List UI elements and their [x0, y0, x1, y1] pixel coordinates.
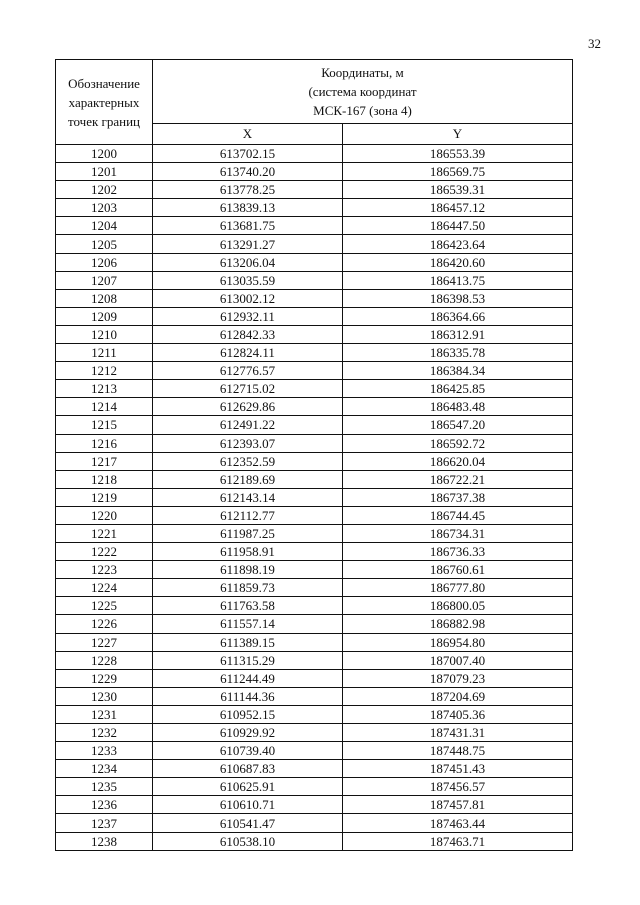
cell-point: 1237	[56, 814, 153, 832]
table-row	[56, 398, 573, 416]
cell-x: 612112.77	[153, 506, 343, 524]
cell-x: 610541.47	[153, 814, 343, 832]
cell-x: 612842.33	[153, 325, 343, 343]
cell-x: 613206.04	[153, 253, 343, 271]
table-row	[56, 470, 573, 488]
table-row	[56, 362, 573, 380]
table-row	[56, 325, 573, 343]
cell-x: 611898.19	[153, 561, 343, 579]
cell-point: 1236	[56, 796, 153, 814]
table-row	[56, 217, 573, 235]
cell-point: 1229	[56, 669, 153, 687]
table-row	[56, 742, 573, 760]
table-row	[56, 253, 573, 271]
cell-point: 1224	[56, 579, 153, 597]
cell-y: 186954.80	[343, 633, 573, 651]
cell-point: 1209	[56, 307, 153, 325]
cell-point: 1218	[56, 470, 153, 488]
cell-point: 1200	[56, 145, 153, 163]
cell-y: 186483.48	[343, 398, 573, 416]
cell-point: 1222	[56, 543, 153, 561]
cell-point: 1230	[56, 687, 153, 705]
cell-y: 186547.20	[343, 416, 573, 434]
cell-y: 186420.60	[343, 253, 573, 271]
table-row	[56, 289, 573, 307]
cell-x: 613740.20	[153, 163, 343, 181]
cell-point: 1202	[56, 181, 153, 199]
cell-point: 1207	[56, 271, 153, 289]
cell-x: 610739.40	[153, 742, 343, 760]
cell-y: 187457.81	[343, 796, 573, 814]
cell-y: 186800.05	[343, 597, 573, 615]
cell-point: 1212	[56, 362, 153, 380]
header-coordinates	[153, 60, 573, 124]
table-row	[56, 760, 573, 778]
cell-y: 186312.91	[343, 325, 573, 343]
cell-x: 612143.14	[153, 488, 343, 506]
cell-y: 186737.38	[343, 488, 573, 506]
cell-x: 611144.36	[153, 687, 343, 705]
header-point-designation	[56, 60, 153, 145]
cell-point: 1205	[56, 235, 153, 253]
table-row	[56, 524, 573, 542]
cell-x: 611763.58	[153, 597, 343, 615]
cell-y: 186384.34	[343, 362, 573, 380]
cell-point: 1233	[56, 742, 153, 760]
cell-point: 1208	[56, 289, 153, 307]
cell-y: 187463.71	[343, 832, 573, 850]
cell-x: 612932.11	[153, 307, 343, 325]
cell-point: 1228	[56, 651, 153, 669]
table-row	[56, 235, 573, 253]
cell-point: 1201	[56, 163, 153, 181]
table-row	[56, 796, 573, 814]
cell-y: 186447.50	[343, 217, 573, 235]
cell-point: 1216	[56, 434, 153, 452]
cell-point: 1234	[56, 760, 153, 778]
cell-point: 1221	[56, 524, 153, 542]
table-row	[56, 145, 573, 163]
cell-point: 1227	[56, 633, 153, 651]
table-row	[56, 344, 573, 362]
cell-point: 1232	[56, 724, 153, 742]
table-row	[56, 579, 573, 597]
table-row	[56, 597, 573, 615]
table-row	[56, 687, 573, 705]
cell-x: 611859.73	[153, 579, 343, 597]
page-number: 32	[588, 36, 601, 51]
cell-y: 186457.12	[343, 199, 573, 217]
cell-y: 187448.75	[343, 742, 573, 760]
cell-point: 1238	[56, 832, 153, 850]
cell-x: 611557.14	[153, 615, 343, 633]
table-row	[56, 705, 573, 723]
table-row	[56, 307, 573, 325]
cell-y: 187079.23	[343, 669, 573, 687]
cell-x: 610610.71	[153, 796, 343, 814]
cell-x: 613291.27	[153, 235, 343, 253]
cell-x: 611389.15	[153, 633, 343, 651]
header-point-designation-text: Обозначение характерных точек границ	[67, 75, 141, 129]
cell-x: 610538.10	[153, 832, 343, 850]
cell-point: 1215	[56, 416, 153, 434]
table-row	[56, 380, 573, 398]
cell-y: 186413.75	[343, 271, 573, 289]
cell-y: 187405.36	[343, 705, 573, 723]
header-y: Y	[343, 123, 573, 144]
cell-point: 1214	[56, 398, 153, 416]
cell-y: 186398.53	[343, 289, 573, 307]
cell-x: 612491.22	[153, 416, 343, 434]
table-row	[56, 615, 573, 633]
table-row	[56, 778, 573, 796]
cell-x: 613839.13	[153, 199, 343, 217]
coordinates-table	[55, 59, 573, 851]
cell-x: 612715.02	[153, 380, 343, 398]
cell-point: 1203	[56, 199, 153, 217]
table-row	[56, 488, 573, 506]
cell-y: 187431.31	[343, 724, 573, 742]
cell-y: 186539.31	[343, 181, 573, 199]
cell-y: 186722.21	[343, 470, 573, 488]
cell-x: 610929.92	[153, 724, 343, 742]
cell-y: 186760.61	[343, 561, 573, 579]
table-row	[56, 452, 573, 470]
cell-y: 186569.75	[343, 163, 573, 181]
header-coordinates-text: Координаты, м (система координат МСК-167 (зона 4)	[308, 64, 417, 118]
cell-x: 612189.69	[153, 470, 343, 488]
cell-y: 187463.44	[343, 814, 573, 832]
cell-y: 186744.45	[343, 506, 573, 524]
table-body	[56, 145, 573, 851]
cell-point: 1204	[56, 217, 153, 235]
cell-y: 186777.80	[343, 579, 573, 597]
cell-y: 186620.04	[343, 452, 573, 470]
cell-x: 613702.15	[153, 145, 343, 163]
table-row	[56, 434, 573, 452]
cell-x: 613035.59	[153, 271, 343, 289]
cell-y: 186364.66	[343, 307, 573, 325]
cell-x: 612393.07	[153, 434, 343, 452]
table-row	[56, 416, 573, 434]
table-header	[56, 60, 573, 145]
cell-x: 611958.91	[153, 543, 343, 561]
cell-y: 186592.72	[343, 434, 573, 452]
cell-point: 1226	[56, 615, 153, 633]
cell-y: 186882.98	[343, 615, 573, 633]
table-row	[56, 669, 573, 687]
cell-x: 613002.12	[153, 289, 343, 307]
cell-y: 186553.39	[343, 145, 573, 163]
cell-x: 611244.49	[153, 669, 343, 687]
cell-y: 187451.43	[343, 760, 573, 778]
table-row	[56, 814, 573, 832]
cell-y: 187007.40	[343, 651, 573, 669]
cell-y: 186736.33	[343, 543, 573, 561]
cell-point: 1231	[56, 705, 153, 723]
cell-x: 610687.83	[153, 760, 343, 778]
cell-y: 186335.78	[343, 344, 573, 362]
cell-point: 1217	[56, 452, 153, 470]
table-row	[56, 181, 573, 199]
table-row	[56, 633, 573, 651]
cell-x: 610952.15	[153, 705, 343, 723]
cell-x: 610625.91	[153, 778, 343, 796]
table-row	[56, 271, 573, 289]
cell-point: 1235	[56, 778, 153, 796]
cell-y: 186423.64	[343, 235, 573, 253]
cell-x: 612824.11	[153, 344, 343, 362]
cell-y: 186734.31	[343, 524, 573, 542]
header-x: X	[153, 123, 343, 144]
table-row	[56, 832, 573, 850]
cell-y: 187456.57	[343, 778, 573, 796]
cell-x: 613778.25	[153, 181, 343, 199]
table-row	[56, 199, 573, 217]
table-row	[56, 543, 573, 561]
cell-x: 612776.57	[153, 362, 343, 380]
table-row	[56, 561, 573, 579]
cell-point: 1223	[56, 561, 153, 579]
cell-x: 612352.59	[153, 452, 343, 470]
cell-x: 611315.29	[153, 651, 343, 669]
cell-point: 1206	[56, 253, 153, 271]
cell-y: 187204.69	[343, 687, 573, 705]
table-row	[56, 506, 573, 524]
cell-point: 1211	[56, 344, 153, 362]
cell-y: 186425.85	[343, 380, 573, 398]
cell-point: 1225	[56, 597, 153, 615]
cell-x: 612629.86	[153, 398, 343, 416]
table-row	[56, 724, 573, 742]
table-row	[56, 651, 573, 669]
table-row	[56, 163, 573, 181]
cell-x: 613681.75	[153, 217, 343, 235]
cell-x: 611987.25	[153, 524, 343, 542]
cell-point: 1210	[56, 325, 153, 343]
cell-point: 1213	[56, 380, 153, 398]
cell-point: 1220	[56, 506, 153, 524]
cell-point: 1219	[56, 488, 153, 506]
